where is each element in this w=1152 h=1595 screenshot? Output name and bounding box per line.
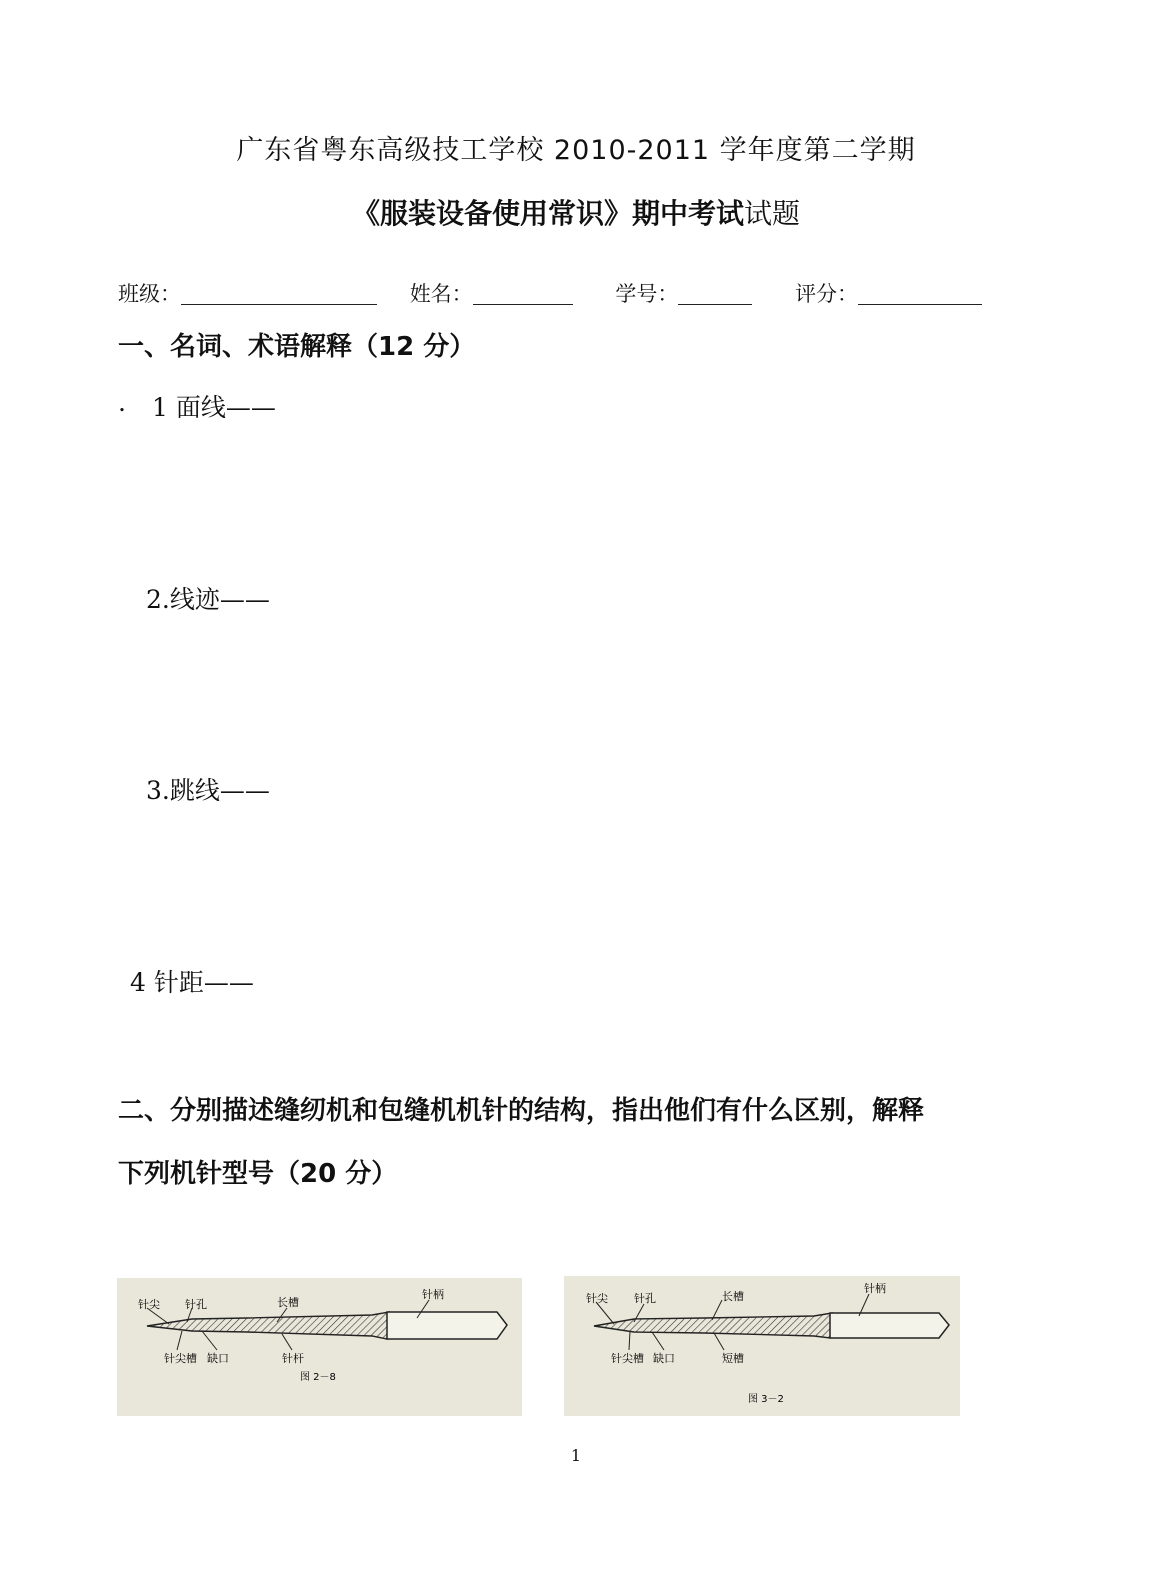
exam-title	[0, 192, 1152, 232]
label-tip-groove: 针尖槽	[164, 1352, 197, 1365]
section1-marker: .	[118, 388, 126, 417]
label-long-groove: 长槽	[722, 1290, 744, 1303]
figure-caption: 图 2－8	[300, 1372, 336, 1383]
label-scarf: 缺口	[653, 1352, 675, 1365]
school-semester-title: 广东省粤东高级技工学校 2010-2011 学年度第二学期	[236, 135, 916, 166]
label-shank: 针柄	[422, 1288, 444, 1301]
label-short-groove: 短槽	[722, 1352, 744, 1365]
overlock-needle-diagram	[564, 1276, 960, 1416]
class-label: 班级：	[118, 282, 181, 306]
needle-blade-shape	[147, 1312, 389, 1339]
exam-title-suffix: 试题	[744, 197, 801, 230]
label-tip-groove: 针尖槽	[611, 1352, 644, 1365]
student-id-blank[interactable]	[678, 282, 752, 305]
page-number: 1	[570, 1446, 582, 1465]
label-long-groove: 长槽	[277, 1296, 299, 1309]
section2-heading-line2: 下列机针型号（20 分）	[118, 1159, 398, 1189]
label-scarf: 缺口	[207, 1352, 229, 1365]
label-tip: 针尖	[138, 1298, 160, 1311]
section2-heading-line1: 二、分别描述缝纫机和包缝机机针的结构，指出他们有什么区别，解释	[118, 1096, 925, 1126]
term-item-1: 1 面线——	[152, 393, 276, 422]
needle-shank-shape	[387, 1312, 507, 1339]
label-eye: 针孔	[634, 1292, 656, 1305]
label-blade: 针杆	[282, 1352, 304, 1365]
term-item-2: 2.线迹——	[146, 585, 270, 614]
sewing-needle-figure	[117, 1278, 522, 1416]
student-info-row	[118, 278, 982, 308]
section1-heading: 一、名词、术语解释（12 分）	[118, 332, 476, 362]
label-shank: 针柄	[864, 1282, 886, 1295]
score-blank[interactable]	[858, 282, 982, 305]
sewing-needle-diagram	[117, 1278, 522, 1416]
class-blank[interactable]	[181, 282, 377, 305]
label-eye: 针孔	[185, 1298, 207, 1311]
term-item-4: 4 针距——	[130, 968, 254, 997]
term-item-3: 3.跳线——	[146, 776, 270, 805]
figure-caption: 图 3－2	[748, 1394, 784, 1405]
score-label: 评分：	[795, 282, 859, 306]
student-id-label: 学号：	[615, 282, 679, 306]
label-tip: 针尖	[586, 1292, 608, 1305]
overlock-needle-figure	[564, 1276, 960, 1416]
name-label: 姓名：	[409, 282, 473, 306]
needle-shank-shape	[830, 1313, 949, 1338]
exam-title-bold: 《服装设备使用常识》期中考试	[351, 197, 744, 230]
name-blank[interactable]	[473, 282, 573, 305]
